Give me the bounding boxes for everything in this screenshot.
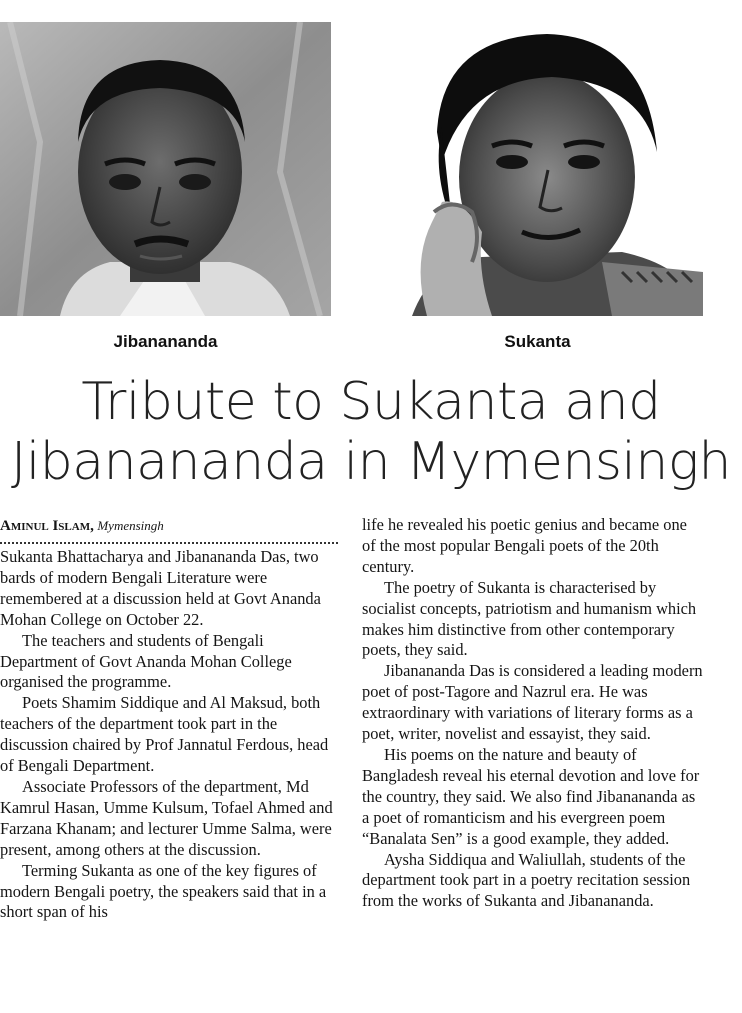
article-paragraph: Aysha Siddiqua and Waliullah, students of the department took part in a poetry recitation session from the works of Sukanta and Jibanananda.	[362, 849, 691, 911]
byline-author: Aminul Islam,	[0, 518, 94, 534]
byline	[0, 515, 338, 544]
photo-caption-sukanta: Sukanta	[504, 332, 571, 351]
headline-line-2: Jibanananda in Mymensingh	[11, 432, 731, 492]
portrait-sukanta-image	[372, 22, 703, 316]
article-paragraph: Sukanta Bhattacharya and Jibanananda Das, two bards of modern Bengali Literature were remembered at a discussion held at Govt Ananda Mohan College on October 22.	[0, 547, 321, 629]
byline-place: Mymensingh	[97, 518, 164, 533]
headline-line-1: Tribute to Sukanta and	[81, 372, 661, 432]
article-paragraph: The teachers and students of Bengali Department of Govt Ananda Mohan College organised the programme.	[0, 630, 292, 692]
article-paragraph: Terming Sukanta as one of the key figures of modern Bengali poetry, the speakers said that in a short span of his	[0, 860, 327, 922]
portrait-jibanananda-image	[0, 22, 331, 316]
photo-sukanta	[372, 22, 703, 316]
article-paragraph: Poets Shamim Siddique and Al Maksud, both teachers of the department took part in the discussion chaired by Prof Jannatul Ferdous, head of Bengali Department.	[0, 693, 329, 776]
article-paragraph: Jibanananda Das is considered a leading modern poet of post-Tagore and Nazrul era. He was extraordinary with variations of literary forms as a poet, writer, novelist and essayist, they said.	[362, 661, 703, 744]
article-paragraph: The poetry of Sukanta is characterised by socialist concepts, patriotism and humanism which makes him distinctive from other contemporary poets, they said.	[362, 577, 697, 660]
article-paragraph: Associate Professors of the department, Md Kamrul Hasan, Umme Kulsum, Tofael Ahmed and Farzana Khanam; and lecturer Umme Salma, were present, among others at the discussion.	[0, 776, 333, 859]
article-headline	[0, 372, 742, 492]
photo-caption-jibanananda: Jibanananda	[113, 332, 218, 351]
article-paragraph: His poems on the nature and beauty of Bangladesh reveal his eternal devotion and love for the country, they said. We also find Jibanananda as a poet of romanticism and his evergreen poem “Banalata Sen” is a good example, they added.	[362, 744, 700, 848]
article-paragraph: life he revealed his poetic genius and became one of the most popular Bengali poets of the 20th century.	[362, 515, 687, 576]
article-column-left	[0, 515, 338, 923]
photo-jibanananda	[0, 22, 331, 316]
article-column-right	[362, 515, 704, 912]
